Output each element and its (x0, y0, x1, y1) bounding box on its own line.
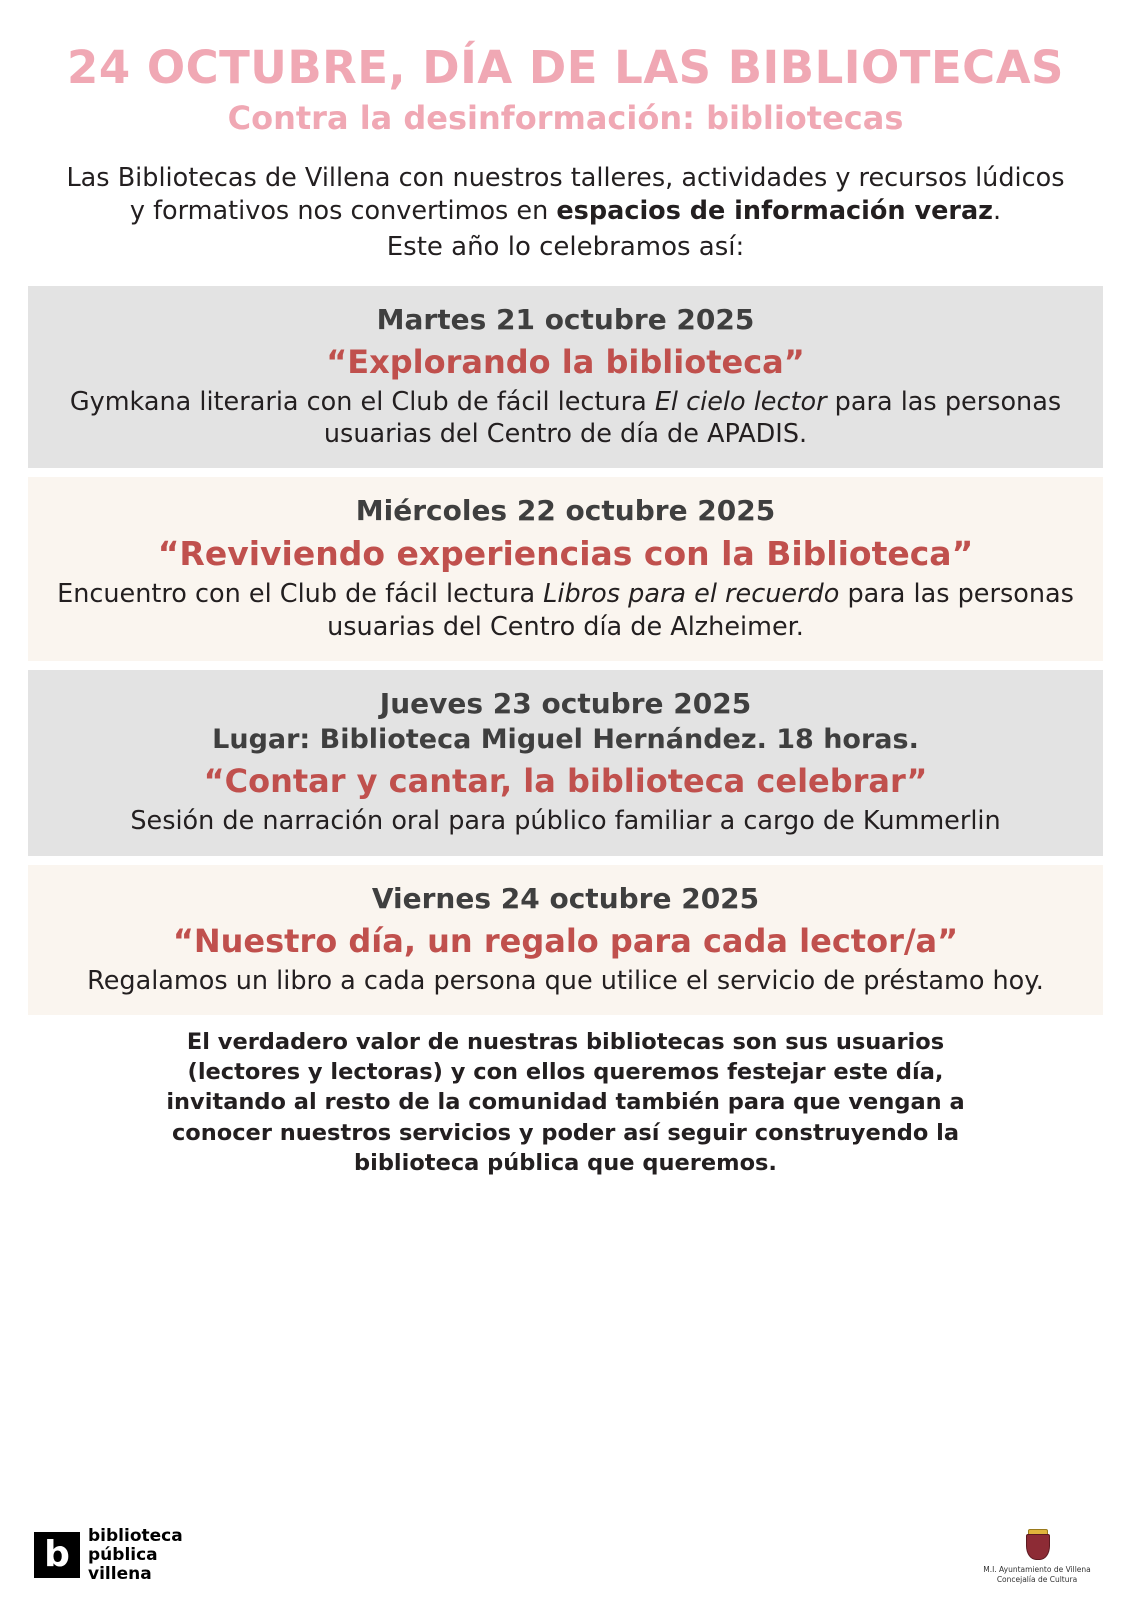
event-date: Martes 21 octubre 2025 (376, 302, 755, 336)
intro-line-2-pre: lúdicos y formativos nos convertimos en (129, 163, 1065, 227)
event-date: Miércoles 22 octubre 2025 (355, 494, 776, 528)
library-logo-mark-icon: b (34, 1532, 80, 1578)
intro-line-1: Las Bibliotecas de Villena con nuestros talleres, actividades y recursos (66, 163, 967, 194)
event-description (46, 386, 1085, 450)
events-list (28, 286, 1103, 1015)
library-logo-line-3: villena (88, 1563, 152, 1584)
ayuntamiento-line-2: Concejalía de Cultura (996, 1574, 1078, 1584)
footer (0, 1512, 1131, 1590)
closing-statement: El verdadero valor de nuestras bibliotecas son sus usuarios (lectores y lectoras) y con ellos queremos festejar este día, invitando al resto de la comunidad también para que vengan a conocer nuestros servicios y poder así seguir construyendo la biblioteca pública que queremos. (166, 1028, 965, 1177)
event-block (28, 865, 1103, 1015)
event-date: Jueves 23 octubre 2025 (379, 686, 752, 720)
event-title: “Explorando la biblioteca” (326, 342, 805, 381)
event-desc-post: para las personas usuarias del Centro de día de APADIS. (323, 386, 1062, 450)
event-description (46, 578, 1085, 642)
event-desc-post: para las personas usuarias del Centro día de Alzheimer. (327, 579, 1074, 642)
library-logo (34, 1527, 183, 1584)
intro-line-2-post: . (993, 196, 1002, 227)
intro-line-2-bold: espacios de información veraz (556, 196, 993, 227)
event-desc-italic: Libros para el recuerdo (543, 579, 840, 610)
event-desc-pre: Gymkana literaria con el Club de fácil lectura (69, 386, 655, 417)
event-title: “Reviviendo experiencias con la Biblioteca” (157, 534, 974, 574)
library-logo-text (88, 1527, 183, 1584)
page-subtitle: Contra la desinformación: bibliotecas (227, 99, 904, 138)
ayuntamiento-logo (977, 1529, 1097, 1584)
intro-line-3: Este año lo celebramos así: (386, 231, 745, 262)
event-desc-pre: Sesión de narración oral para público familiar a cargo de Kummerlin (130, 806, 1001, 837)
page-title: 24 OCTUBRE, DÍA DE LAS BIBLIOTECAS (67, 41, 1064, 94)
event-description (46, 805, 1085, 837)
event-date: Viernes 24 octubre 2025 (371, 881, 760, 915)
library-logo-line-1: biblioteca (88, 1525, 183, 1546)
event-desc-pre: Regalamos un libro a cada persona que utilice el servicio de préstamo hoy. (87, 965, 1044, 996)
event-description (46, 965, 1085, 997)
event-place: Lugar: Biblioteca Miguel Hernández. 18 horas. (212, 723, 919, 755)
intro-paragraph (61, 162, 1071, 264)
event-desc-italic: El cielo lector (654, 386, 827, 417)
event-title: “Contar y cantar, la biblioteca celebrar” (203, 762, 928, 801)
ayuntamiento-line-1: M.I. Ayuntamiento de Villena (983, 1565, 1091, 1575)
event-block (28, 477, 1103, 661)
event-desc-pre: Encuentro con el Club de fácil lectura (57, 579, 544, 610)
coat-of-arms-icon (1023, 1529, 1051, 1563)
event-title: “Nuestro día, un regalo para cada lector/a” (172, 921, 959, 960)
event-block (28, 670, 1103, 856)
library-logo-line-2: pública (88, 1544, 158, 1565)
event-block (28, 286, 1103, 468)
